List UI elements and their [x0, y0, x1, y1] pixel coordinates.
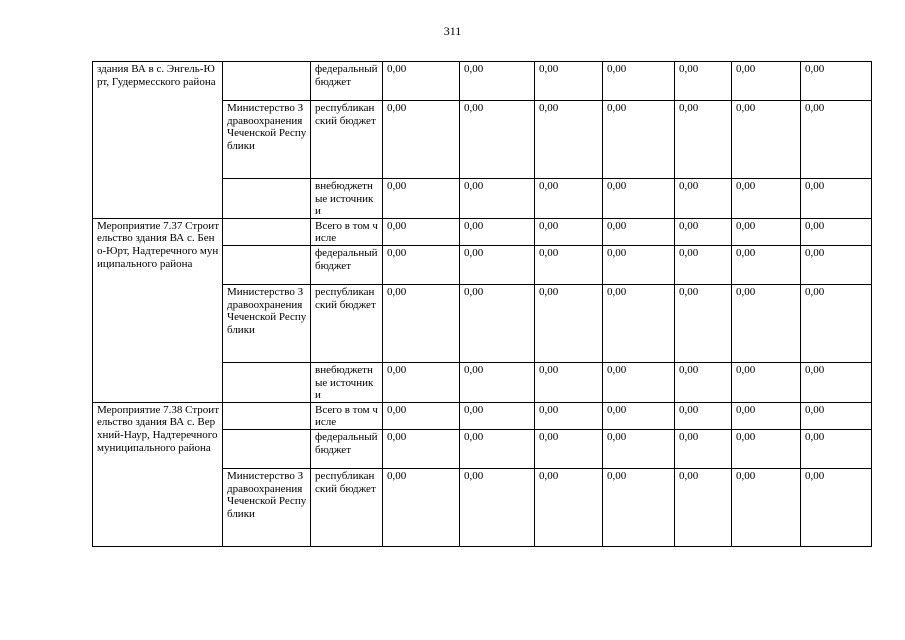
value-cell: 0,00 [460, 179, 535, 219]
value-cell: 0,00 [535, 468, 603, 546]
executor-cell [223, 179, 311, 219]
value-cell: 0,00 [535, 245, 603, 284]
funding-source-cell: внебюджетные источники [311, 362, 383, 402]
value-cell: 0,00 [383, 245, 460, 284]
value-cell: 0,00 [675, 468, 732, 546]
value-cell: 0,00 [603, 362, 675, 402]
value-cell: 0,00 [732, 62, 801, 101]
executor-cell [223, 62, 311, 101]
value-cell: 0,00 [383, 468, 460, 546]
value-cell: 0,00 [603, 179, 675, 219]
activity-cell: Мероприятие 7.38 Строительство здания ВА с. Верхний-Наур, Надтеречного муниципального района [93, 402, 223, 546]
value-cell: 0,00 [801, 284, 872, 362]
value-cell: 0,00 [801, 468, 872, 546]
value-cell: 0,00 [603, 62, 675, 101]
activity-cell: здания ВА в с. Энгель-Юрт, Гудермесского района [93, 62, 223, 219]
value-cell: 0,00 [535, 218, 603, 245]
value-cell: 0,00 [801, 402, 872, 429]
value-cell: 0,00 [732, 362, 801, 402]
funding-source-cell: федеральный бюджет [311, 245, 383, 284]
value-cell: 0,00 [460, 218, 535, 245]
value-cell: 0,00 [460, 284, 535, 362]
value-cell: 0,00 [460, 245, 535, 284]
value-cell: 0,00 [801, 429, 872, 468]
value-cell: 0,00 [383, 429, 460, 468]
value-cell: 0,00 [535, 362, 603, 402]
value-cell: 0,00 [535, 62, 603, 101]
value-cell: 0,00 [603, 402, 675, 429]
table-row [93, 218, 872, 245]
value-cell: 0,00 [603, 429, 675, 468]
page-number: 311 [443, 24, 462, 38]
value-cell: 0,00 [675, 218, 732, 245]
activity-cell: Мероприятие 7.37 Строительство здания ВА с. Бено-Юрт, Надтеречного муниципального района [93, 218, 223, 402]
value-cell: 0,00 [603, 284, 675, 362]
value-cell: 0,00 [383, 101, 460, 179]
value-cell: 0,00 [383, 284, 460, 362]
value-cell: 0,00 [732, 429, 801, 468]
budget-table [92, 61, 872, 547]
value-cell: 0,00 [603, 218, 675, 245]
value-cell: 0,00 [383, 362, 460, 402]
value-cell: 0,00 [732, 218, 801, 245]
funding-source-cell: республиканский бюджет [311, 284, 383, 362]
value-cell: 0,00 [732, 179, 801, 219]
table-row [93, 402, 872, 429]
value-cell: 0,00 [460, 62, 535, 101]
funding-source-cell: федеральный бюджет [311, 62, 383, 101]
value-cell: 0,00 [801, 101, 872, 179]
value-cell: 0,00 [732, 101, 801, 179]
value-cell: 0,00 [675, 362, 732, 402]
value-cell: 0,00 [383, 62, 460, 101]
value-cell: 0,00 [535, 101, 603, 179]
value-cell: 0,00 [603, 101, 675, 179]
value-cell: 0,00 [675, 62, 732, 101]
value-cell: 0,00 [801, 218, 872, 245]
value-cell: 0,00 [460, 402, 535, 429]
funding-source-cell: федеральный бюджет [311, 429, 383, 468]
table-row [93, 62, 872, 101]
value-cell: 0,00 [460, 101, 535, 179]
funding-source-cell: внебюджетные источники [311, 179, 383, 219]
executor-cell [223, 218, 311, 245]
value-cell: 0,00 [732, 245, 801, 284]
value-cell: 0,00 [801, 245, 872, 284]
value-cell: 0,00 [732, 468, 801, 546]
executor-cell [223, 245, 311, 284]
executor-cell: Министерство Здравоохранения Чеченской Республики [223, 101, 311, 179]
value-cell: 0,00 [383, 179, 460, 219]
value-cell: 0,00 [460, 429, 535, 468]
value-cell: 0,00 [535, 284, 603, 362]
value-cell: 0,00 [675, 284, 732, 362]
value-cell: 0,00 [603, 468, 675, 546]
value-cell: 0,00 [603, 245, 675, 284]
value-cell: 0,00 [675, 101, 732, 179]
value-cell: 0,00 [801, 179, 872, 219]
value-cell: 0,00 [675, 429, 732, 468]
funding-source-cell: Всего в том числе [311, 402, 383, 429]
executor-cell: Министерство Здравоохранения Чеченской Республики [223, 284, 311, 362]
value-cell: 0,00 [460, 362, 535, 402]
funding-source-cell: Всего в том числе [311, 218, 383, 245]
value-cell: 0,00 [732, 284, 801, 362]
executor-cell: Министерство Здравоохранения Чеченской Республики [223, 468, 311, 546]
funding-source-cell: республиканский бюджет [311, 101, 383, 179]
value-cell: 0,00 [675, 245, 732, 284]
value-cell: 0,00 [383, 218, 460, 245]
budget-table-body [93, 62, 872, 547]
value-cell: 0,00 [535, 429, 603, 468]
value-cell: 0,00 [383, 402, 460, 429]
executor-cell [223, 429, 311, 468]
value-cell: 0,00 [801, 62, 872, 101]
value-cell: 0,00 [535, 402, 603, 429]
value-cell: 0,00 [675, 179, 732, 219]
value-cell: 0,00 [675, 402, 732, 429]
funding-source-cell: республиканский бюджет [311, 468, 383, 546]
value-cell: 0,00 [460, 468, 535, 546]
executor-cell [223, 362, 311, 402]
executor-cell [223, 402, 311, 429]
value-cell: 0,00 [535, 179, 603, 219]
value-cell: 0,00 [801, 362, 872, 402]
value-cell: 0,00 [732, 402, 801, 429]
